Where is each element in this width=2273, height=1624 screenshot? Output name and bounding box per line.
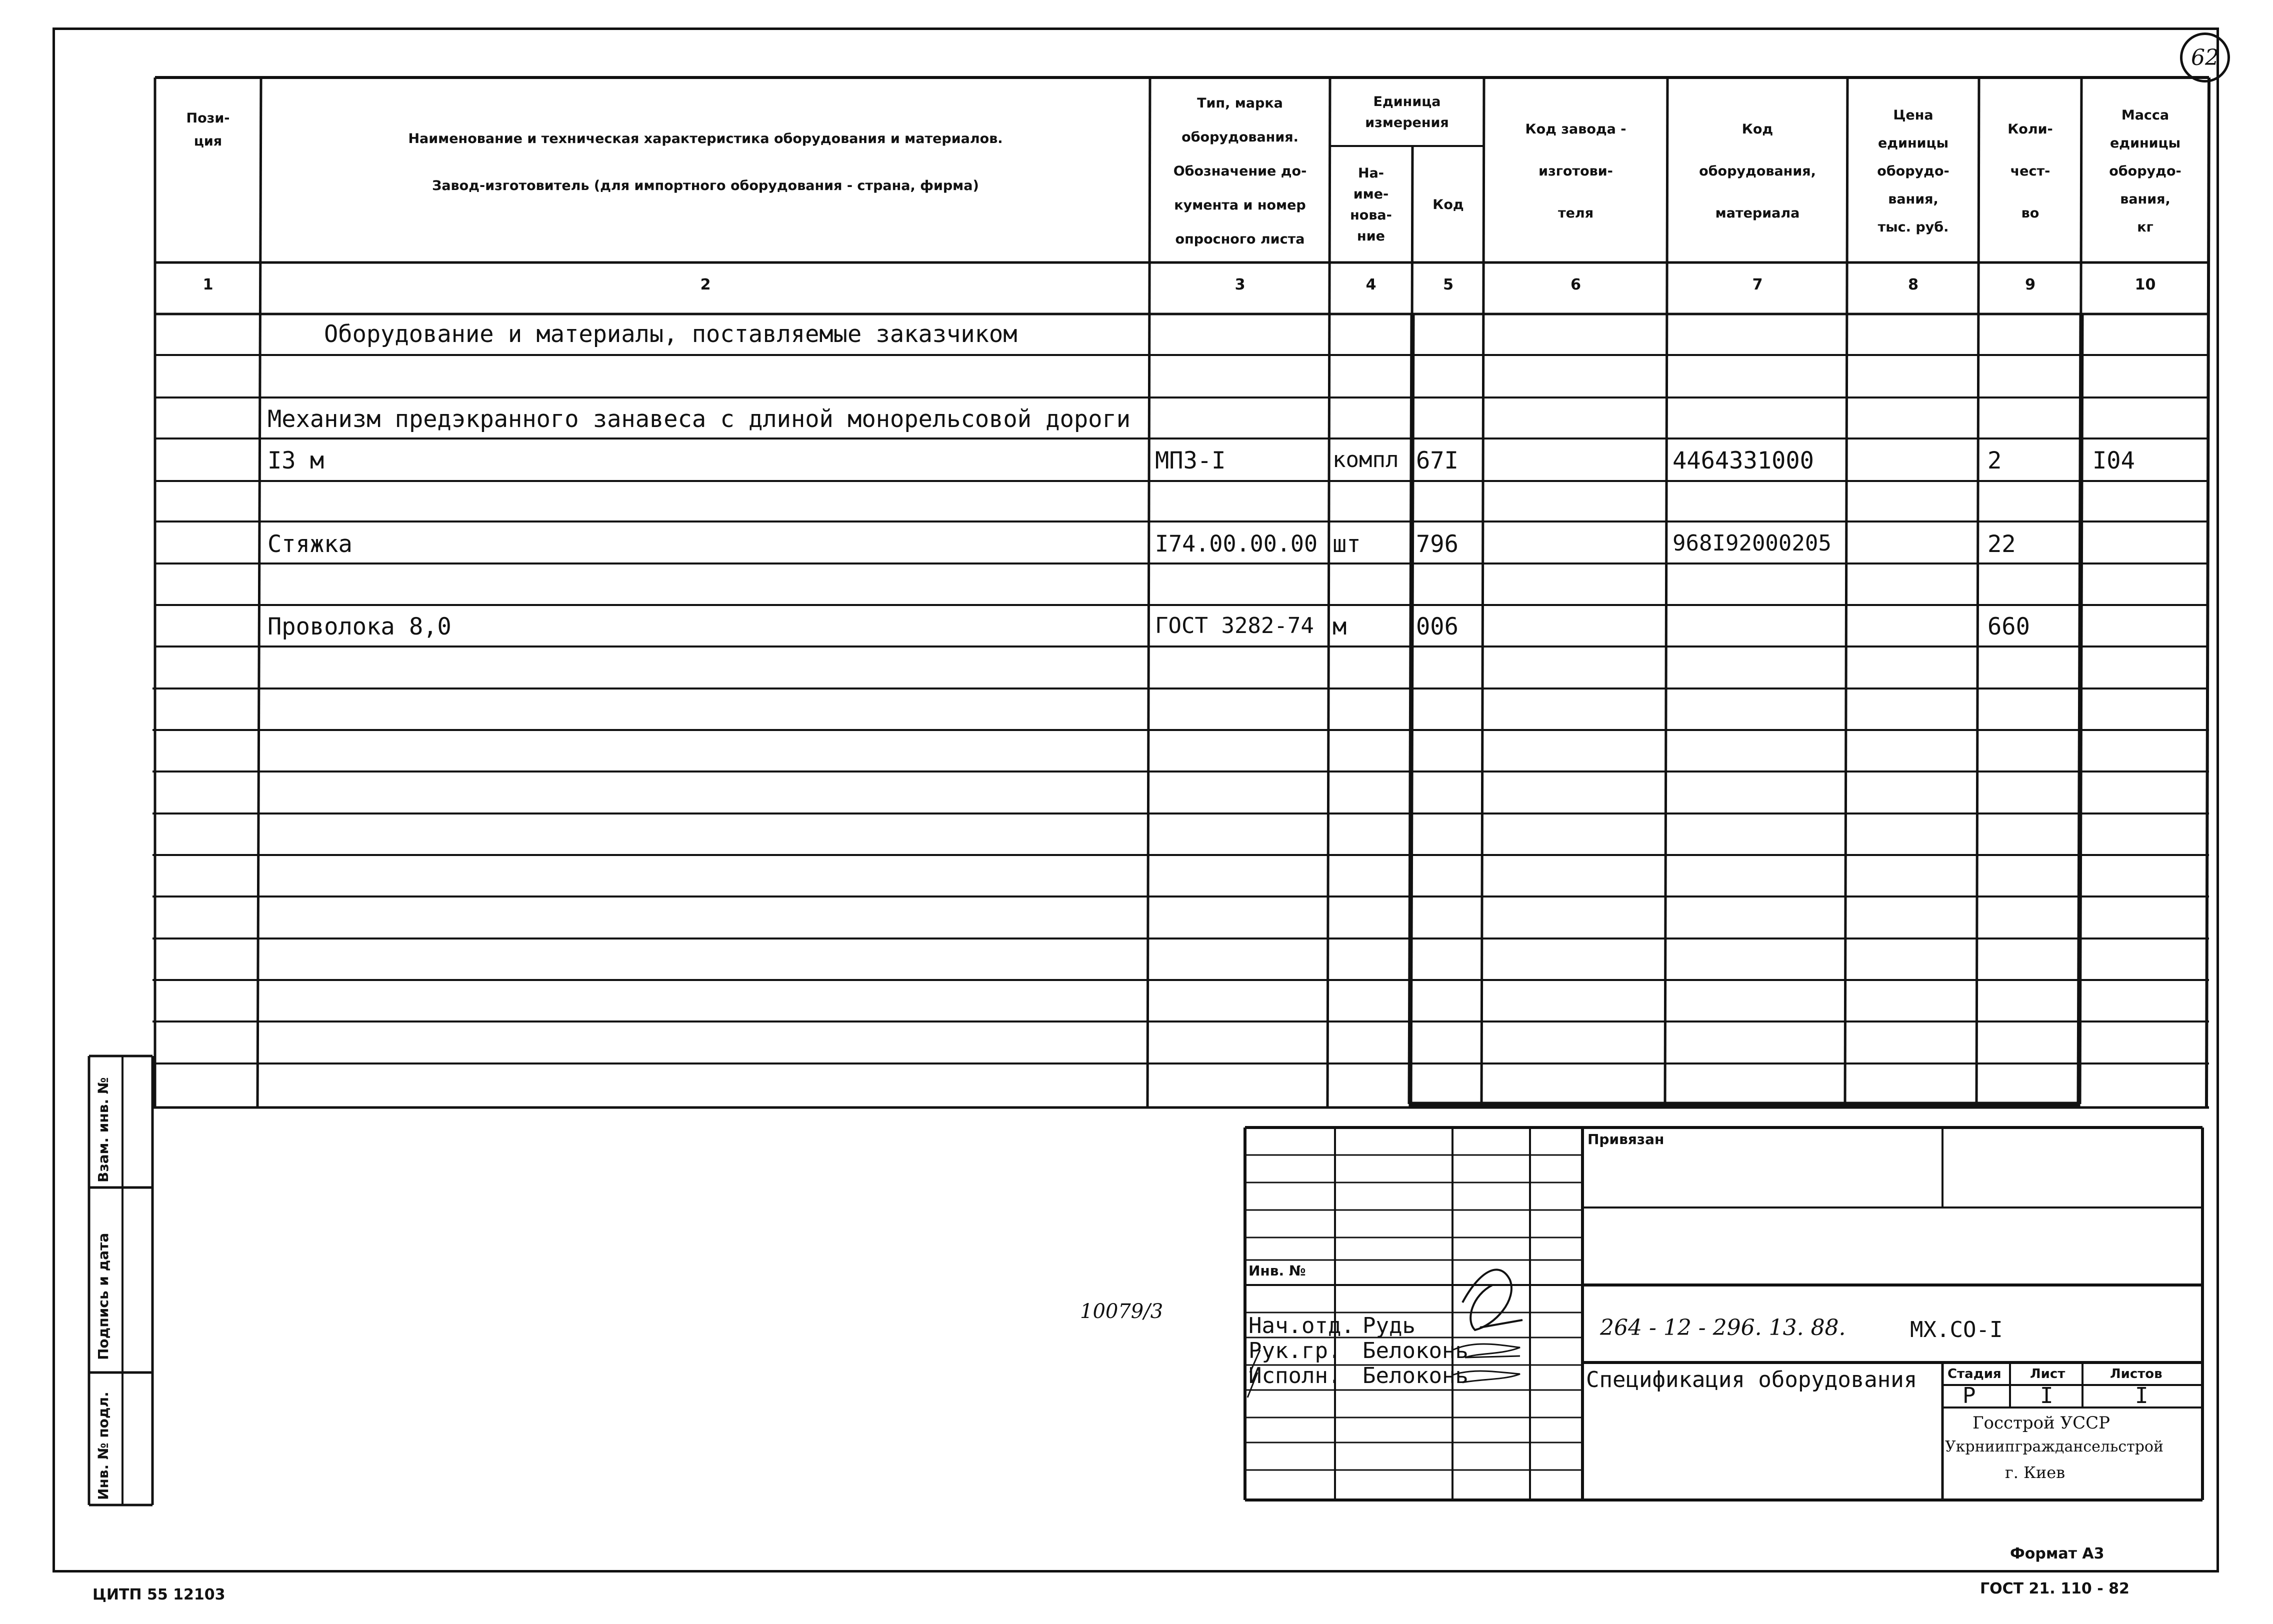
header-price: Цена единицы оборудо- вания, тыс. руб. bbox=[1877, 107, 1950, 235]
header-position: Пози- ция bbox=[186, 110, 230, 149]
header-unit-code: Код bbox=[1432, 197, 1464, 212]
header-name: Наименование и техническая характеристика оборудования и материалов. Завод-изготовитель (для импортного оборудования - страна, фирма) bbox=[408, 131, 1003, 194]
header-unit-name: На- име- нова- ние bbox=[1350, 166, 1392, 244]
sheet-number: 62 bbox=[2191, 44, 2219, 70]
org-line-1: Госстрой УССР bbox=[1972, 1413, 2110, 1433]
sheet-label: Лист bbox=[2030, 1366, 2066, 1382]
name-group: Белоконь bbox=[1362, 1338, 1468, 1364]
stage-value: Р bbox=[1962, 1383, 1976, 1408]
role-group: Рук.гр. bbox=[1248, 1338, 1342, 1364]
row-type: ГОСТ 3282-74 bbox=[1155, 613, 1314, 638]
colnum-10: 10 bbox=[2134, 276, 2156, 294]
section-title: Оборудование и материалы, поставляемые заказчиком bbox=[324, 320, 1018, 348]
header-qty: Коли- чест- во bbox=[2008, 121, 2053, 221]
citp-label: ЦИТП 55 12103 bbox=[92, 1586, 226, 1604]
row-name: I3 м bbox=[268, 447, 324, 474]
privyazan-label: Привязан bbox=[1588, 1131, 1664, 1148]
row-name: Проволока 8,0 bbox=[268, 613, 452, 640]
sheets-value: I bbox=[2135, 1383, 2148, 1408]
colnum-9: 9 bbox=[2025, 276, 2036, 294]
sheets-label: Листов bbox=[2110, 1366, 2162, 1382]
inv-no-label: Инв. № bbox=[1248, 1262, 1306, 1279]
colnum-4: 4 bbox=[1366, 276, 1376, 294]
side-label-inv: Инв. № подл. bbox=[95, 1392, 112, 1500]
header-equip-code: Код оборудования, материала bbox=[1699, 121, 1816, 221]
row-equip-code: 968I92000205 bbox=[1672, 530, 1832, 556]
row-name: Стяжка bbox=[268, 530, 352, 558]
row-unit: компл bbox=[1332, 447, 1399, 472]
side-label-vzam: Взам. инв. № bbox=[95, 1077, 112, 1182]
row-mass: I04 bbox=[2092, 447, 2135, 474]
row-unit-code: 796 bbox=[1416, 530, 1458, 558]
role-head: Нач.отд. bbox=[1248, 1313, 1354, 1338]
row-equip-code: 4464331000 bbox=[1672, 447, 1814, 474]
name-head: Рудь bbox=[1362, 1313, 1416, 1338]
role-exec: Исполн. bbox=[1248, 1363, 1342, 1388]
format-label: Формат А3 bbox=[2010, 1545, 2104, 1562]
row-qty: 2 bbox=[1988, 447, 2002, 474]
colnum-2: 2 bbox=[700, 276, 711, 294]
colnum-6: 6 bbox=[1570, 276, 1581, 294]
org-line-3: г. Киев bbox=[2005, 1463, 2066, 1482]
header-type: Тип, марка оборудования. Обозначение до- кумента и номер опросного листа bbox=[1173, 95, 1307, 247]
header-mass: Масса единицы оборудо- вания, кг bbox=[2109, 107, 2182, 235]
colnum-5: 5 bbox=[1443, 276, 1454, 294]
row-unit-code: 006 bbox=[1416, 613, 1458, 640]
side-label-podpis: Подпись и дата bbox=[95, 1232, 112, 1360]
row-unit: м bbox=[1332, 613, 1347, 640]
colnum-8: 8 bbox=[1908, 276, 1918, 294]
stage-label: Стадия bbox=[1948, 1366, 2002, 1382]
header-unit-group: Единица измерения bbox=[1365, 94, 1449, 130]
name-exec: Белоконь bbox=[1362, 1363, 1468, 1388]
header-factory-code: Код завода - изготови- теля bbox=[1525, 121, 1626, 221]
doc-title: Спецификация оборудования bbox=[1586, 1367, 1918, 1392]
row-qty: 22 bbox=[1988, 530, 2016, 558]
doc-code: 264 - 12 - 296. 13. 88. bbox=[1600, 1315, 1846, 1340]
row-qty: 660 bbox=[1988, 613, 2030, 640]
row-type: МПЗ-I bbox=[1155, 447, 1226, 474]
sheet-value: I bbox=[2040, 1383, 2054, 1408]
gost-label: ГОСТ 21. 110 - 82 bbox=[1980, 1580, 2130, 1598]
row-unit: шт bbox=[1332, 530, 1361, 558]
colnum-1: 1 bbox=[202, 276, 214, 294]
doc-mark: МХ.СО-I bbox=[1910, 1317, 2003, 1342]
colnum-3: 3 bbox=[1234, 276, 1246, 294]
handwritten-ref: 10079/3 bbox=[1080, 1300, 1164, 1323]
org-line-2: Укрниипграждансельстрой bbox=[1945, 1438, 2164, 1456]
row-type: I74.00.00.00 bbox=[1155, 530, 1318, 557]
row-name: Механизм предэкранного занавеса с длиной монорельсовой дороги bbox=[268, 406, 1131, 433]
colnum-7: 7 bbox=[1752, 276, 1763, 294]
row-unit-code: 67I bbox=[1416, 447, 1458, 474]
